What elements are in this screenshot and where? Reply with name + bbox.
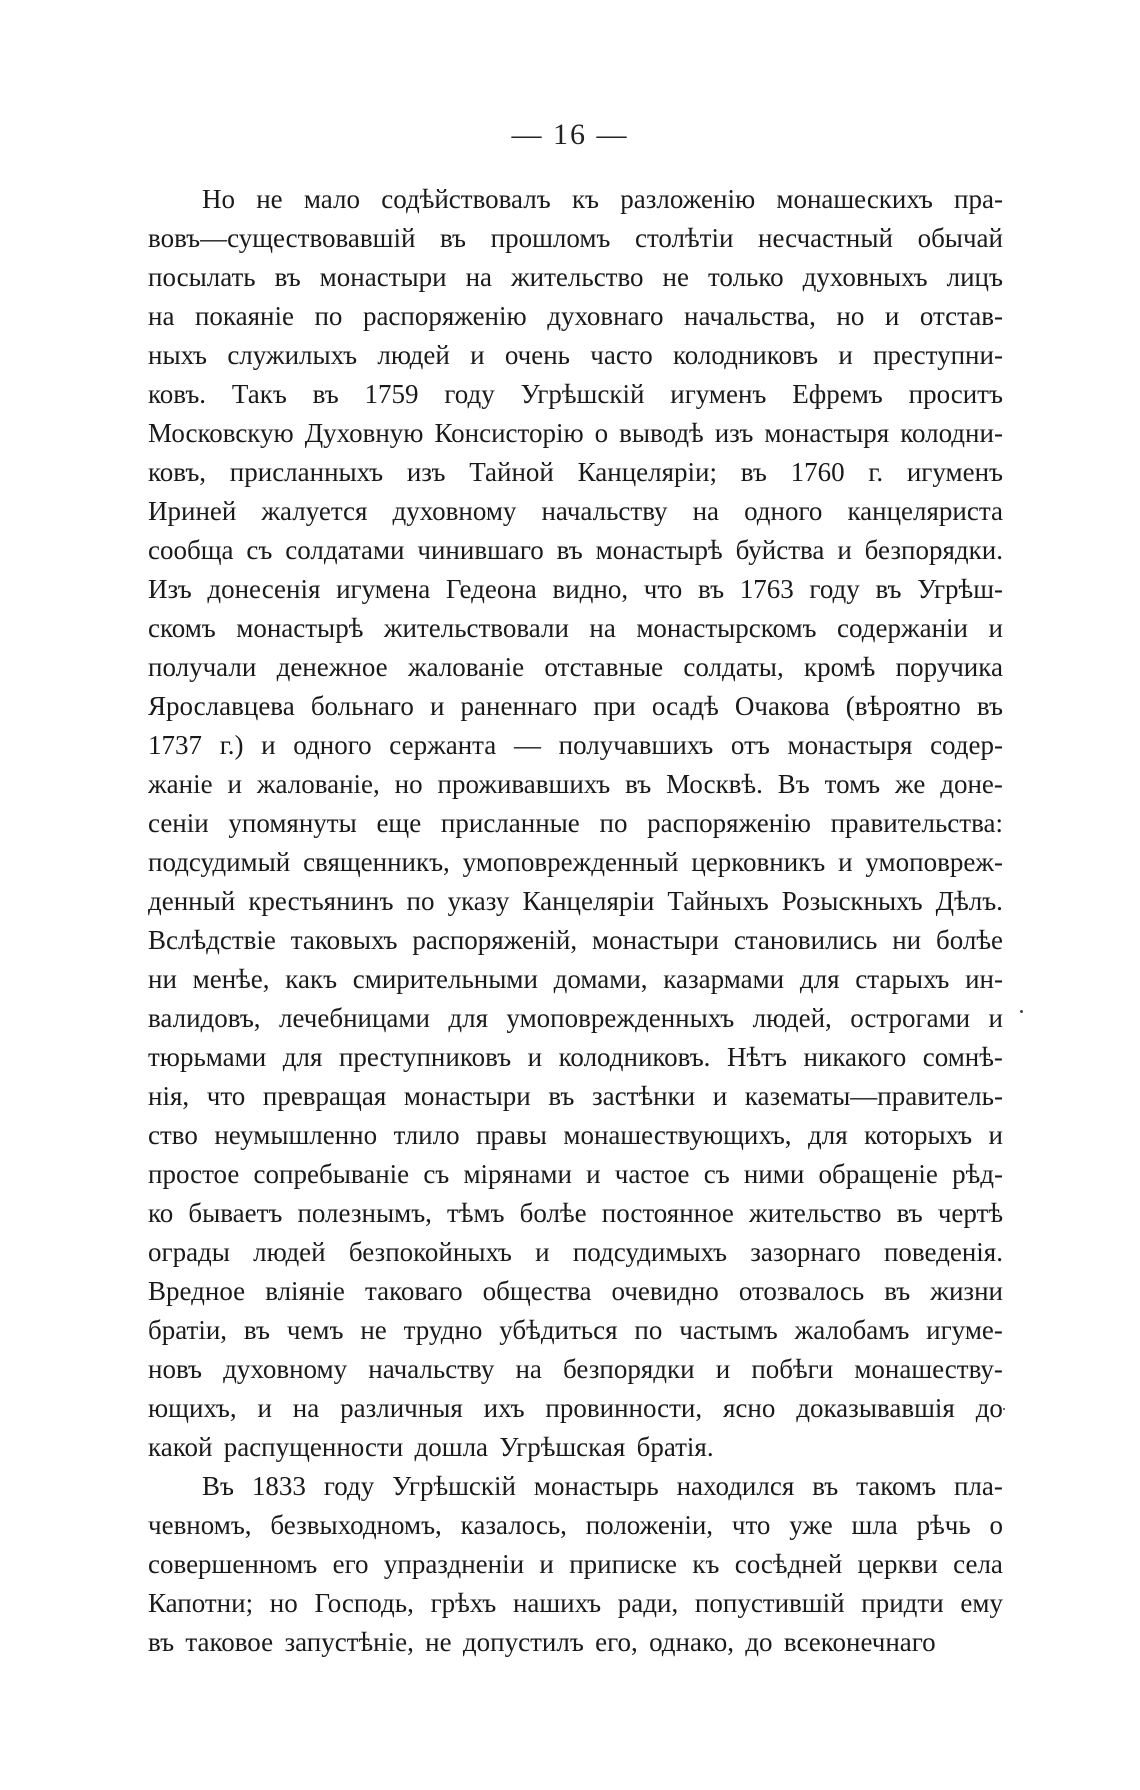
text-line: ныхъ служилыхъ людей и очень часто колодниковъ и преступни- xyxy=(148,340,1003,370)
text-line: чевномъ, безвыходномъ, казалось, положеніи, что уже шла рѣчь о xyxy=(148,1510,1003,1540)
text-line: тюрьмами для преступниковъ и колодниковъ. Нѣтъ никакого сомнѣ- xyxy=(148,1042,1003,1072)
speck-mark xyxy=(1020,1010,1023,1013)
text-line: какой распущенности дошла Угрѣшская братія. xyxy=(148,1432,714,1462)
text-line: ограды людей безпокойныхъ и подсудимыхъ зазорнаго поведенія. xyxy=(148,1237,1003,1267)
text-line: 1737 г.) и одного сержанта — получавшихъ отъ монастыря содер- xyxy=(148,730,1003,760)
text-line: валидовъ, лечебницами для умоповрежденныхъ людей, острогами и xyxy=(148,1003,1003,1033)
text-line: подсудимый священникъ, умоповрежденный церковникъ и умоповреж- xyxy=(148,847,1003,877)
text-line: Изъ донесенія игумена Гедеона видно, что въ 1763 году въ Угрѣш- xyxy=(148,574,1003,604)
text-line: совершенномъ его упраздненіи и приписке къ сосѣдней церкви села xyxy=(148,1549,1003,1579)
text-line: ющихъ, и на различныя ихъ провинности, ясно доказывавшія до xyxy=(148,1393,1003,1423)
text-line: скомъ монастырѣ жительствовали на монастырскомъ содержаніи и xyxy=(148,613,1003,643)
text-line: ство неумышленно тлило правы монашествующихъ, для которыхъ и xyxy=(148,1120,1003,1150)
text-line: жаніе и жалованіе, но проживавшихъ въ Москвѣ. Въ томъ же доне- xyxy=(148,769,1003,799)
text-line: Ириней жалуется духовному начальству на одного канцеляриста xyxy=(148,496,1003,526)
text-line: сообща съ солдатами чинившаго въ монастырѣ буйства и безпорядки. xyxy=(148,535,1003,565)
text-line: получали денежное жалованіе отставные солдаты, кромѣ поручика xyxy=(148,652,1003,682)
text-line: Вредное вліяніе таковаго общества очевидно отозвалось въ жизни xyxy=(148,1276,1003,1306)
body-text xyxy=(148,180,1003,1662)
text-line: простое сопребываніе съ мірянами и частое съ ними обращеніе рѣд- xyxy=(148,1159,1003,1189)
page-number: — 16 — xyxy=(511,118,629,151)
text-line: Капотни; но Господь, грѣхъ нашихъ ради, попустившій придти ему xyxy=(148,1588,1003,1618)
speck-mark xyxy=(1003,1408,1005,1410)
text-line: ковъ, присланныхъ изъ Тайной Канцеляріи; въ 1760 г. игуменъ xyxy=(148,457,1003,487)
text-line: посылать въ монастыри на жительство не только духовныхъ лицъ xyxy=(148,262,1003,292)
text-line: ковъ. Такъ въ 1759 году Угрѣшскій игуменъ Ефремъ проситъ xyxy=(148,379,1003,409)
text-line: Московскую Духовную Консисторію о выводѣ изъ монастыря колодни- xyxy=(148,418,1003,448)
text-line: Въ 1833 году Угрѣшскій монастырь находился въ такомъ пла- xyxy=(202,1471,1003,1501)
text-line: Но не мало содѣйствовалъ къ разложенію монашескихъ пра- xyxy=(202,184,1003,214)
text-line: сеніи упомянуты еще присланные по распоряженію правительства: xyxy=(148,808,1003,838)
text-line: нія, что превращая монастыри въ застѣнки и казематы—правитель- xyxy=(148,1081,1003,1111)
text-line: въ таковое запустѣніе, не допустилъ его, однако, до всеконечнаго xyxy=(148,1627,936,1657)
text-line: новъ духовному начальству на безпорядки и побѣги монашеству- xyxy=(148,1354,1003,1384)
text-line: на покаяніе по распоряженію духовнаго начальства, но и отстав- xyxy=(148,301,1003,331)
text-line: братіи, въ чемъ не трудно убѣдиться по частымъ жалобамъ игуме- xyxy=(148,1315,1003,1345)
text-line: ни менѣе, какъ смирительными домами, казармами для старыхъ ин- xyxy=(148,964,1003,994)
text-line: Вслѣдствіе таковыхъ распоряженій, монастыри становились ни болѣе xyxy=(148,925,1003,955)
paragraph-1 xyxy=(148,180,1003,1467)
text-line: Ярославцева больнаго и раненнаго при осадѣ Очакова (вѣроятно въ xyxy=(148,691,1003,721)
text-line: денный крестьянинъ по указу Канцеляріи Тайныхъ Розыскныхъ Дѣлъ. xyxy=(148,886,1003,916)
text-line: ко бываетъ полезнымъ, тѣмъ болѣе постоянное жительство въ чертѣ xyxy=(148,1198,1003,1228)
text-line: вовъ—существовавшій въ прошломъ столѣтіи несчастный обычай xyxy=(148,223,1003,253)
paragraph-2 xyxy=(148,1467,1003,1662)
